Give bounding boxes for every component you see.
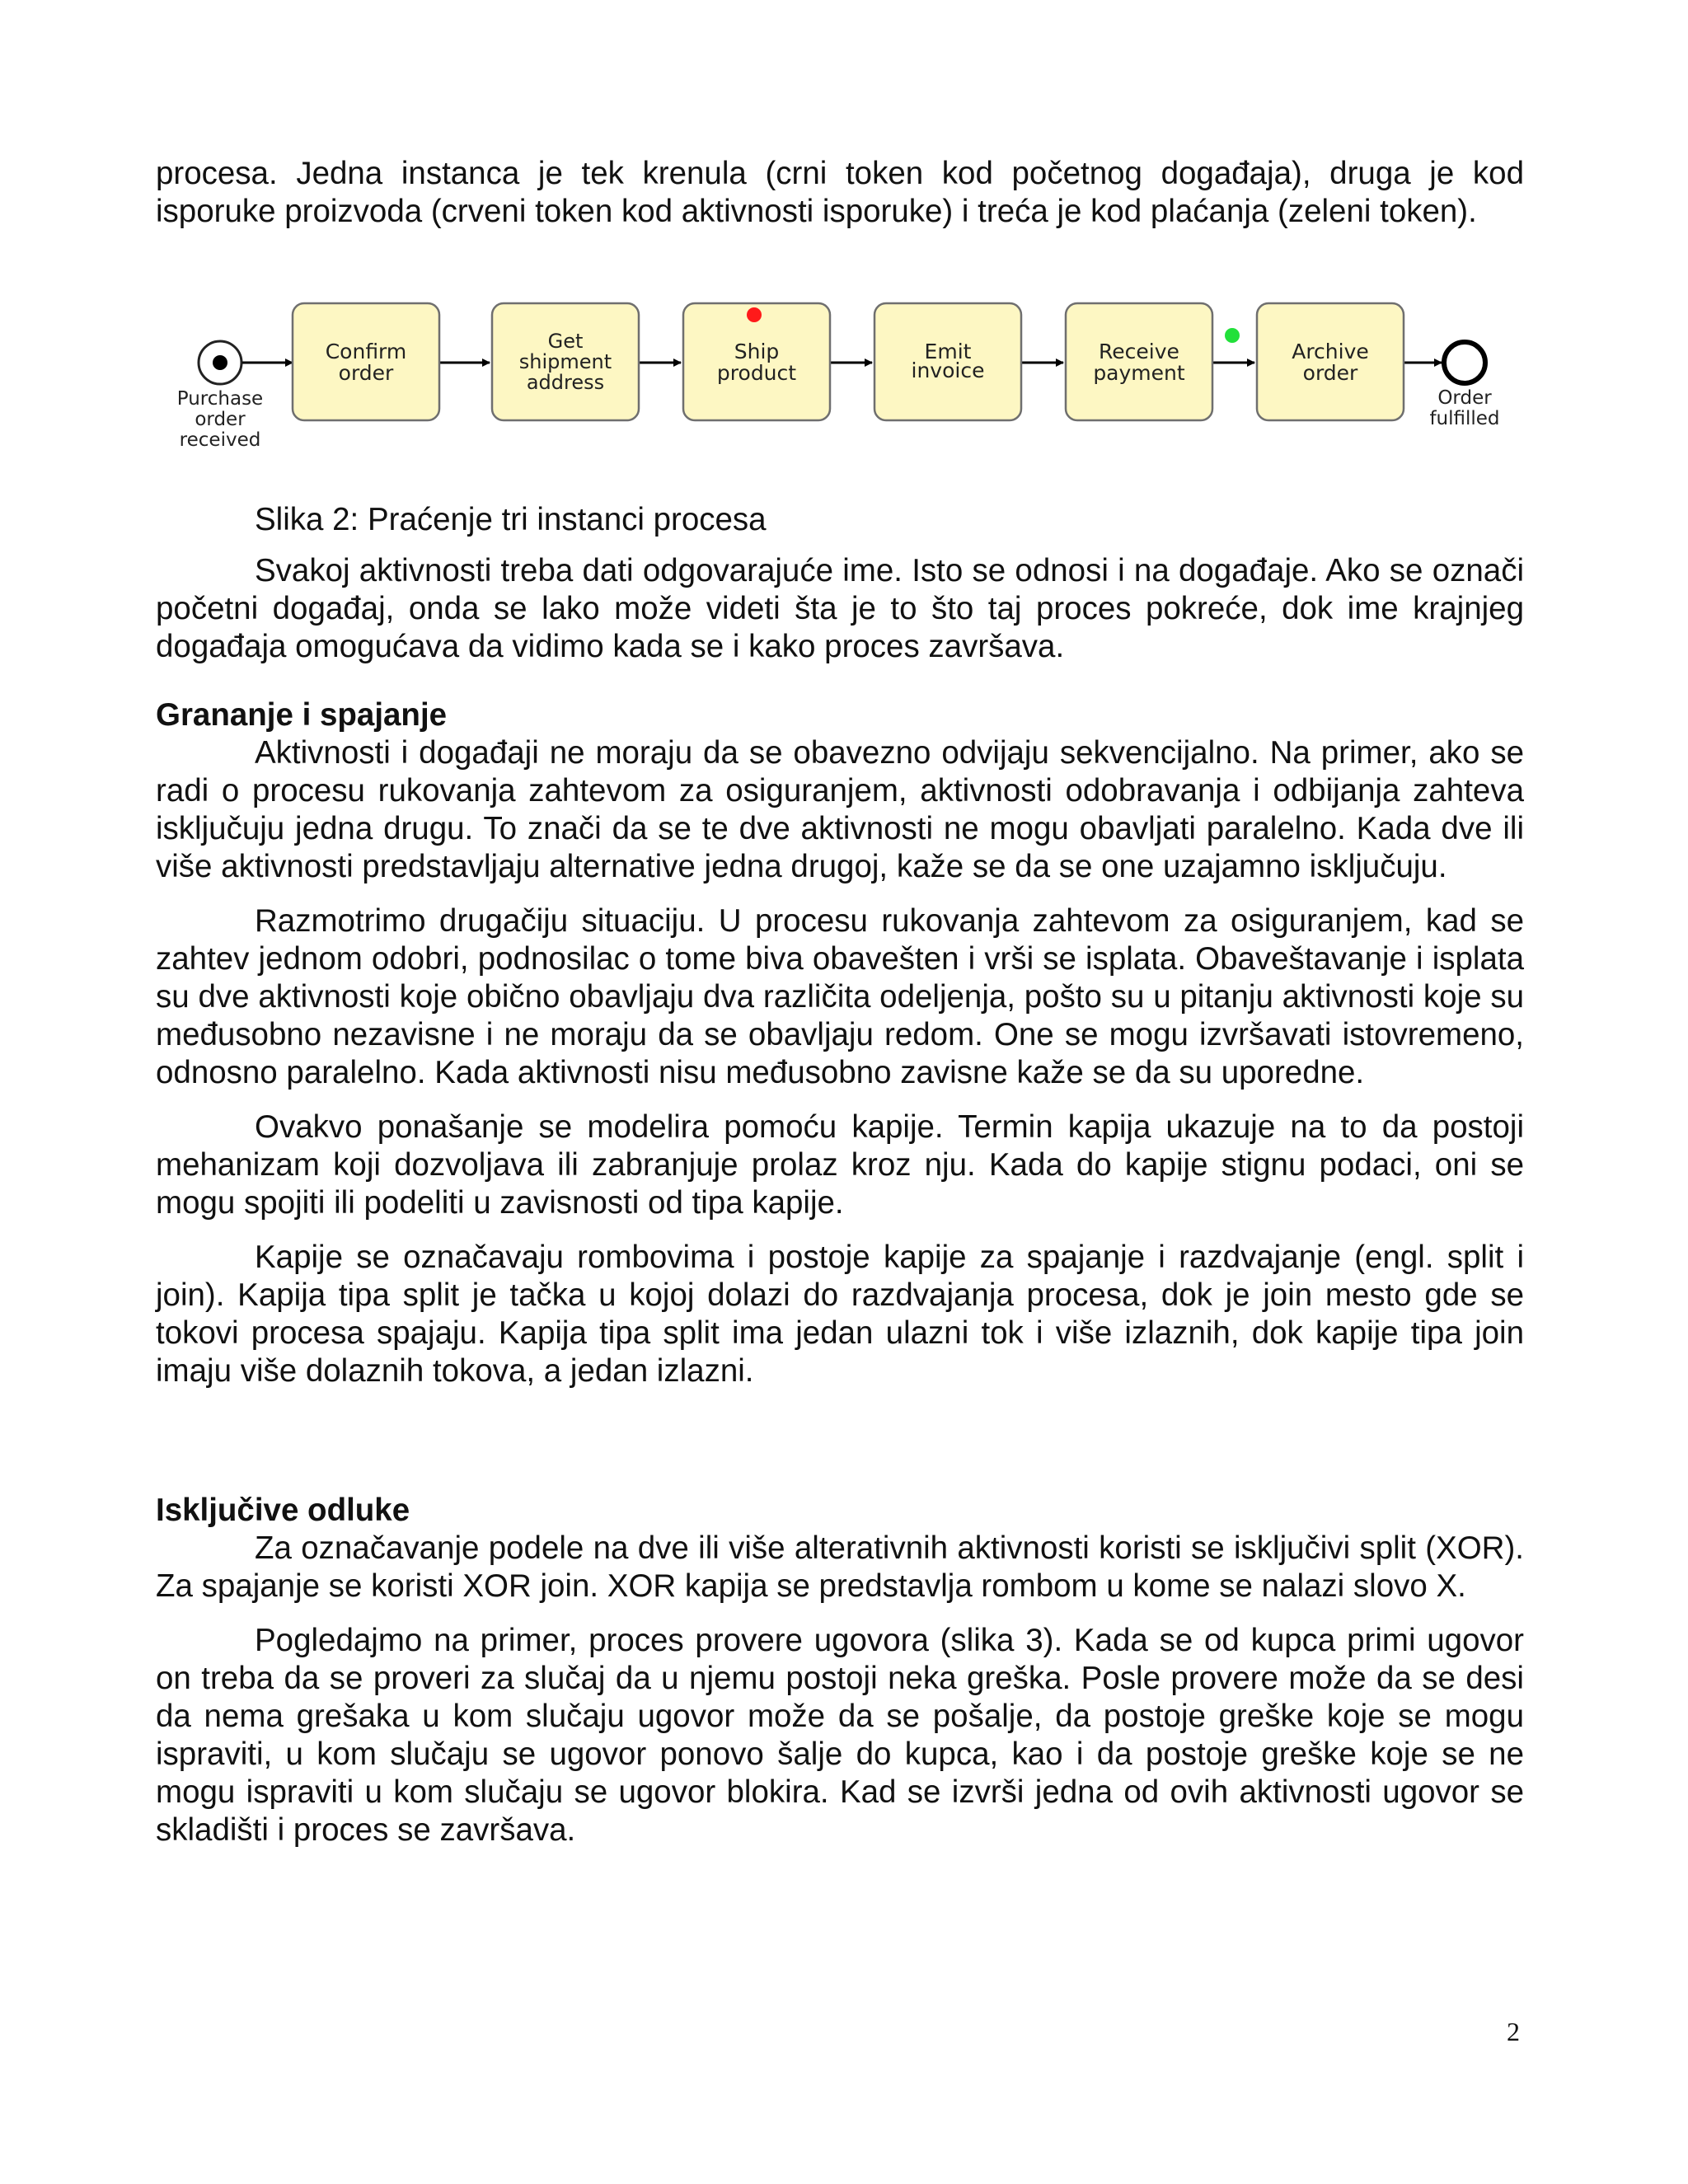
section-heading-exclusive: Isključive odluke <box>156 1493 410 1528</box>
task-label-line: shipment <box>518 350 612 373</box>
task-label-line: Archive <box>1292 340 1369 363</box>
task-label-line: Confirm <box>325 340 407 363</box>
exclusive-paragraph-1: Za označavanje podele na dve ili više alterativnih aktivnosti koristi se isključivi split (XOR). Za spajanje se koristi XOR join. XOR kapija se predstavlja rombom u kome se nalazi slovo X. <box>156 1530 1524 1604</box>
task-label-line: order <box>338 361 394 385</box>
page-number: 2 <box>1507 2017 1520 2046</box>
figure-caption: Slika 2: Praćenje tri instanci procesa <box>255 502 767 537</box>
naming-paragraph: Svakoj aktivnosti treba dati odgovarajuće ime. Isto se odnosi i na događaje. Ako se označi početni događaj, onda se lako može videti šta je to što taj proces pokreće, dok ime krajnjeg događaja omogućava da vidimo kada se i kako proces završava. <box>156 553 1524 664</box>
task-label-line: address <box>526 371 605 394</box>
exclusive-section <box>156 1492 1524 1849</box>
naming-block <box>156 552 1524 666</box>
branching-paragraph-3: Ovakvo ponašanje se modelira pomoću kapije. Termin kapija ukazuje na to da postoji mehanizam koji dozvoljava ili zabranjuje prolaz kroz nju. Kada do kapije stignu podaci, oni se mogu spojiti ili podeliti u zavisnosti od tipa kapije. <box>156 1109 1524 1221</box>
end-event-label-line: Order <box>1437 387 1492 409</box>
bpmn-process-diagram <box>156 293 1524 466</box>
black-token <box>213 355 227 370</box>
intro-paragraph: procesa. Jedna instanca je tek krenula (crni token kod početnog događaja), druga je kod isporuke proizvoda (crveni token kod aktivnosti isporuke) i treća je kod plaćanja (zeleni token). <box>156 156 1524 229</box>
end-event <box>1429 342 1499 429</box>
start-event <box>177 341 263 451</box>
section-heading-branching: Grananje i spajanje <box>156 697 448 733</box>
task-emit-invoice <box>874 303 1021 420</box>
task-get-shipment-address <box>492 303 639 420</box>
task-label-line: Ship <box>734 340 780 363</box>
task-label-line: product <box>716 361 797 385</box>
green-token <box>1225 328 1240 343</box>
start-event-label-line: received <box>179 429 261 451</box>
task-label-line: invoice <box>911 359 985 382</box>
task-label-line: payment <box>1093 361 1185 385</box>
task-label-line: Emit <box>924 340 972 363</box>
start-event-label-line: Purchase <box>176 388 264 410</box>
branching-paragraph-2: Razmotrimo drugačiju situaciju. U procesu rukovanja zahtevom za osiguranjem, kad se zahtev jednom odobri, podnosilac o tome biva obavešten i vrši se isplata. Obaveštavanje i isplata su dve aktivnosti koje obično obavljaju dva različita odeljenja, pošto su u pitanju aktivnosti koje su međusobno nezavisne i ne moraju da se obavljaju redom. One se mogu izvršavati istovremeno, odnosno paralelno. Kada aktivnosti nisu međusobno zavisne kaže se da su uporedne. <box>156 903 1524 1090</box>
task-archive-order <box>1257 303 1404 420</box>
branching-section <box>156 696 1524 1390</box>
task-label-line: Receive <box>1099 340 1179 363</box>
task-confirm-order <box>293 303 439 420</box>
end-event-label-line: fulfilled <box>1429 408 1500 429</box>
branching-paragraph-1: Aktivnosti i događaji ne moraju da se obavezno odvijaju sekvencijalno. Na primer, ako se radi o procesu rukovanja zahtevom za osiguranjem, aktivnosti odobravanja i odbijanja zahteva isključuju jedna drugu. To znači da se te dve aktivnosti ne mogu obavljati paralelno. Kada dve ili više aktivnosti predstavljaju alternative jedna drugoj, kaže se da se one uzajamno isključuju. <box>156 735 1524 884</box>
red-token <box>747 307 762 322</box>
task-label-line: order <box>1302 361 1358 385</box>
exclusive-paragraph-2: Pogledajmo na primer, proces provere ugovora (slika 3). Kada se od kupca primi ugovor on treba da se proveri za slučaj da u njemu postoji neka greška. Posle provere može da se desi da nema grešaka u kom slučaju ugovor može da se pošalje, da postoje greške koje se mogu ispraviti, u kom slučaju se ugovor ponovo šalje do kupca, kao i da postoje greške koje se ne mogu ispraviti u kom slučaju se ugovor blokira. Kad se izvrši jedna od ovih aktivnosti ugovor se skladišti i proces se završava. <box>156 1623 1524 1848</box>
task-label-line: Get <box>547 330 584 353</box>
branching-paragraph-4: Kapije se označavaju rombovima i postoje kapije za spajanje i razdvajanje (engl. split i join). Kapija tipa split je tačka u kojoj dolazi do razdvajanja procesa, dok je join mesto gde se tokovi procesa spajaju. Kapija tipa split ima jedan ulazni tok i više izlaznih, dok kapije tipa join imaju više dolaznih tokova, a jedan izlazni. <box>156 1240 1524 1389</box>
intro-block <box>156 155 1524 231</box>
start-event-label-line: order <box>195 409 246 430</box>
task-receive-payment <box>1066 303 1212 420</box>
